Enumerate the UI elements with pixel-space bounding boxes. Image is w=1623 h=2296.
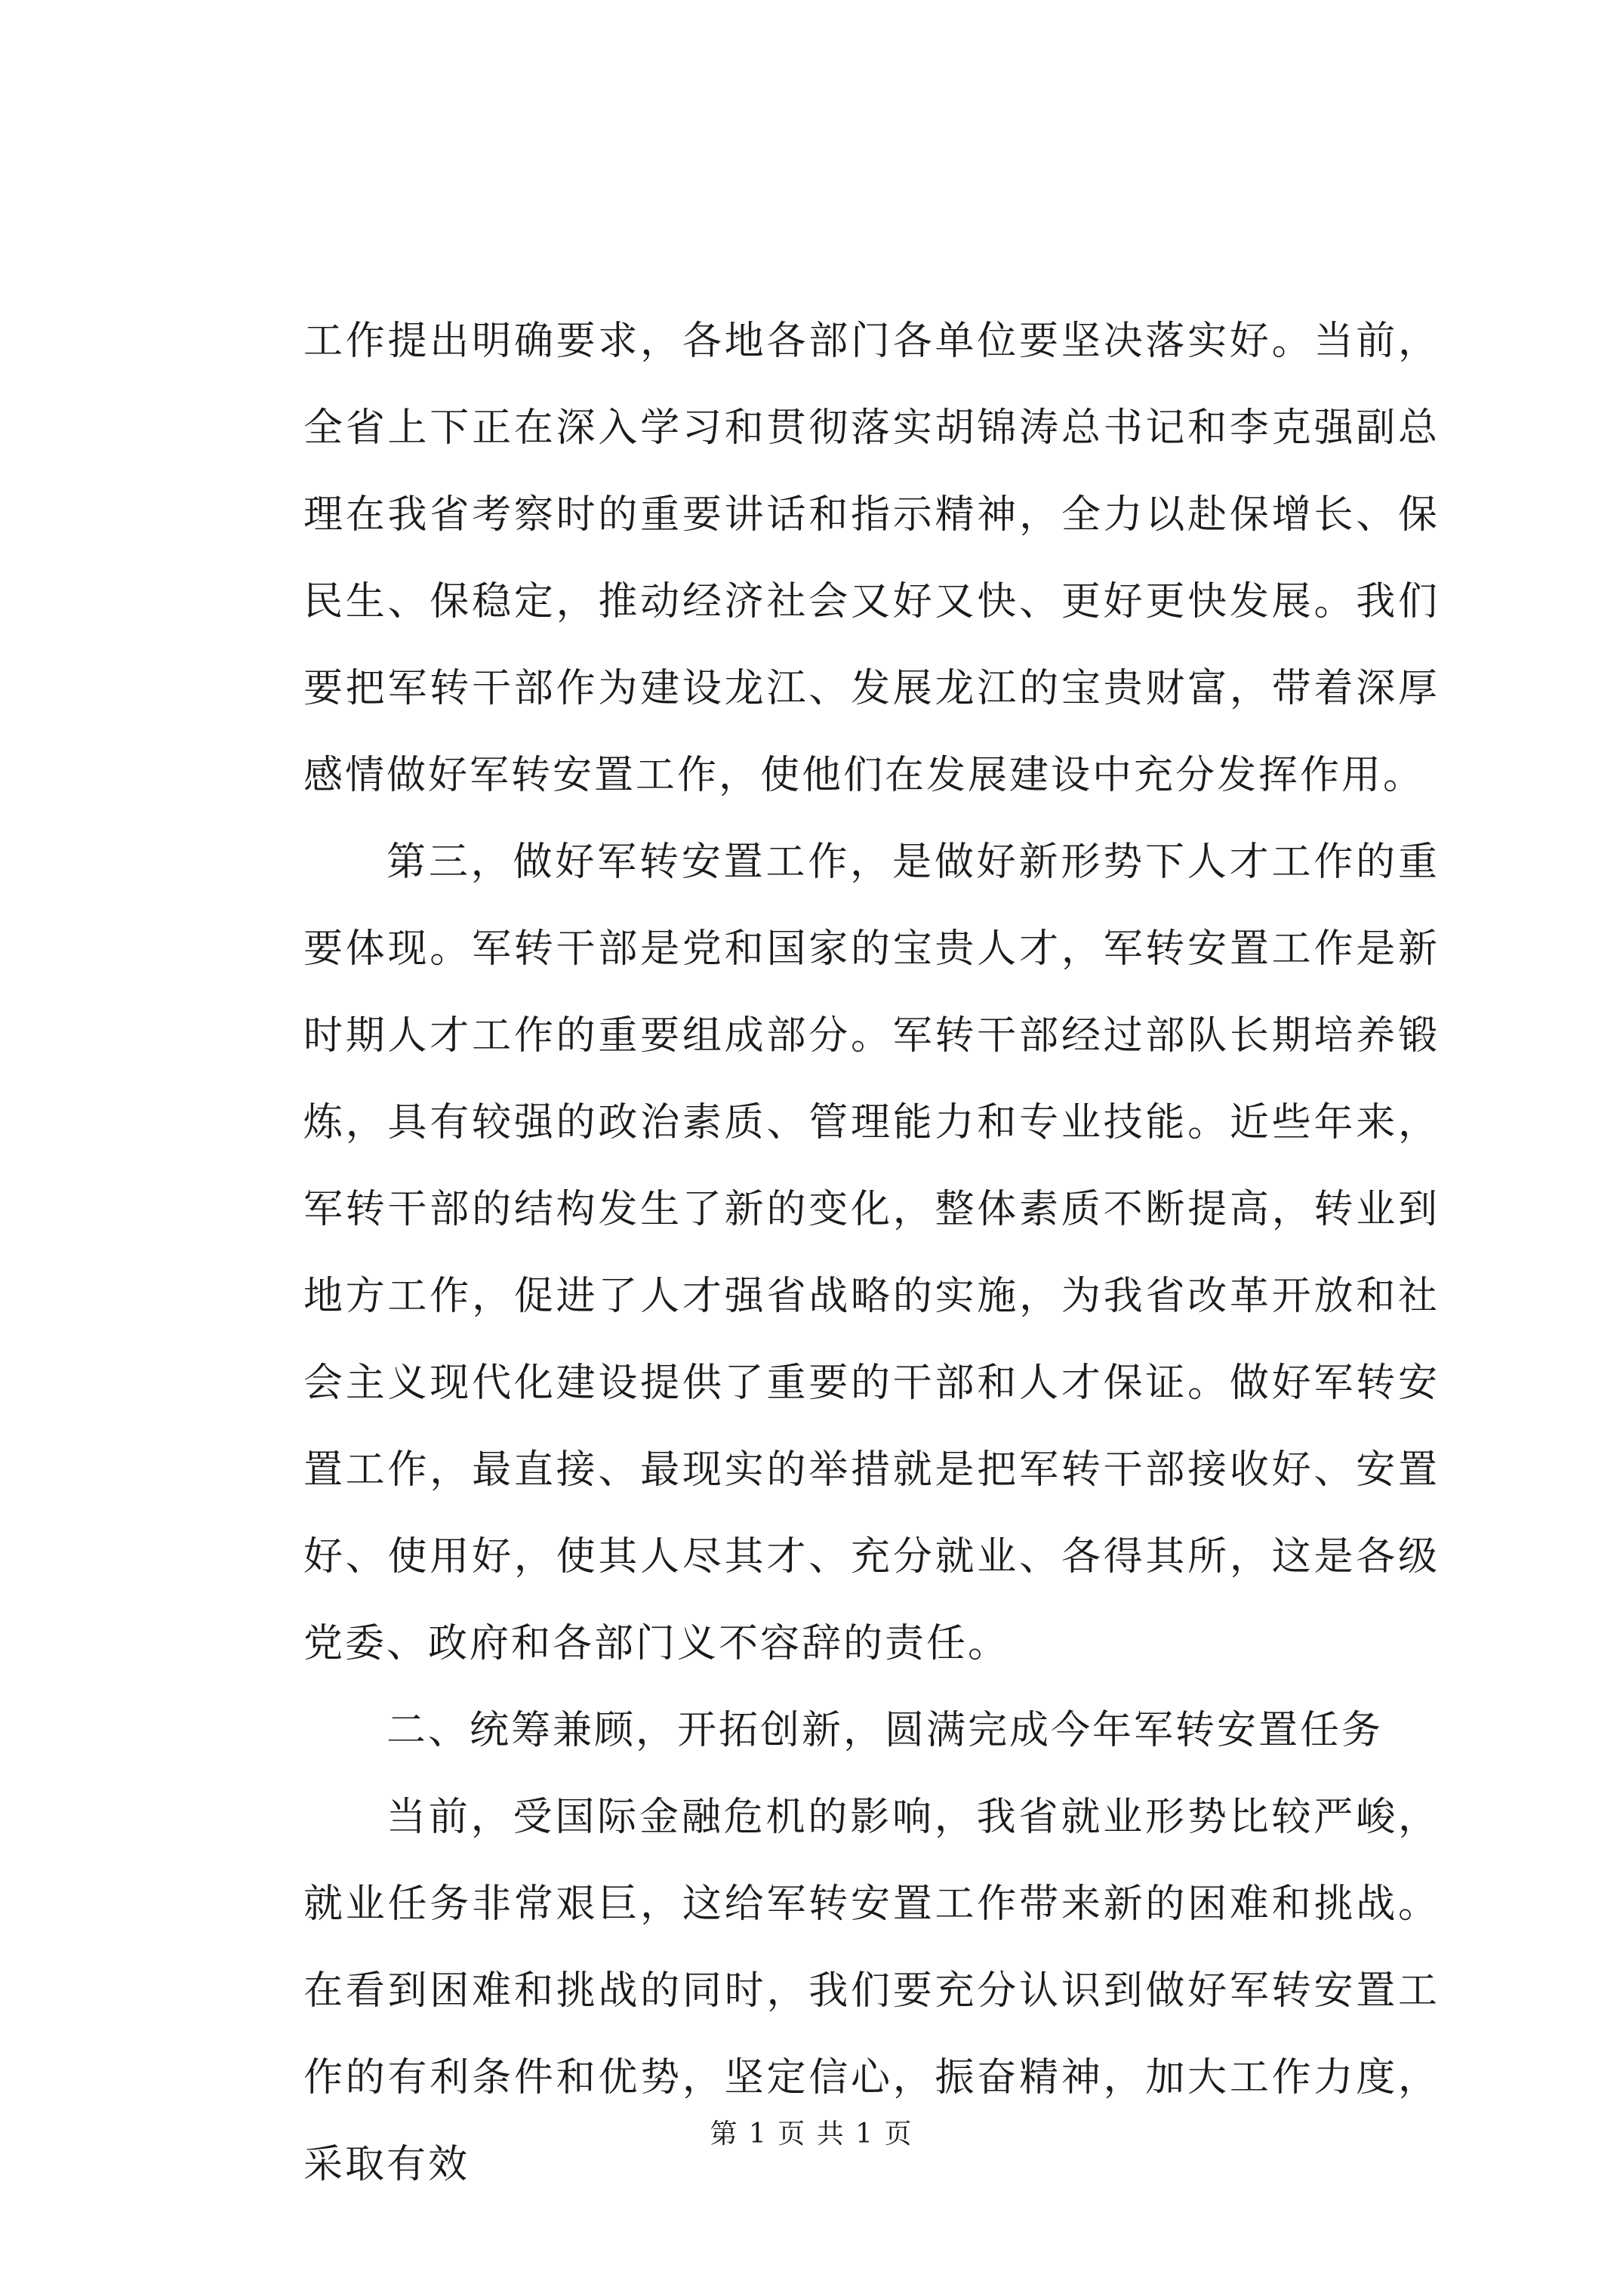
page-number-footer: 第 1 页 共 1 页	[710, 2119, 913, 2150]
document-body	[303, 298, 1440, 2208]
section-heading: 二、统筹兼顾，开拓创新，圆满完成今年军转安置任务	[387, 1708, 1384, 1753]
paragraph-current-situation: 当前，受国际金融危机的影响，我省就业形势比较严峻，就业任务非常艰巨，这给军转安置工作带来新的困难和挑战。在看到困难和挑战的同时，我们要充分认识到做好军转安置工作的有利条件和优势，坚定信心，振奋精神，加大工作力度，采取有效	[303, 1795, 1440, 2187]
paragraph-third-point: 第三，做好军转安置工作，是做好新形势下人才工作的重要体现。军转干部是党和国家的宝贵人才，军转安置工作是新时期人才工作的重要组成部分。军转干部经过部队长期培养锻炼，具有较强的政治素质、管理能力和专业技能。近些年来，军转干部的结构发生了新的变化，整体素质不断提高，转业到地方工作，促进了人才强省战略的实施，为我省改革开放和社会主义现代化建设提供了重要的干部和人才保证。做好军转安置工作，最直接、最现实的举措就是把军转干部接收好、安置好、使用好，使其人尽其才、充分就业、各得其所，这是各级党委、政府和各部门义不容辞的责任。	[303, 840, 1440, 1666]
paragraph-continuation: 工作提出明确要求，各地各部门各单位要坚决落实好。当前，全省上下正在深入学习和贯彻落实胡锦涛总书记和李克强副总理在我省考察时的重要讲话和指示精神，全力以赴保增长、保民生、保稳定，推动经济社会又好又快、更好更快发展。我们要把军转干部作为建设龙江、发展龙江的宝贵财富，带着深厚感情做好军转安置工作，使他们在发展建设中充分发挥作用。	[303, 319, 1440, 798]
